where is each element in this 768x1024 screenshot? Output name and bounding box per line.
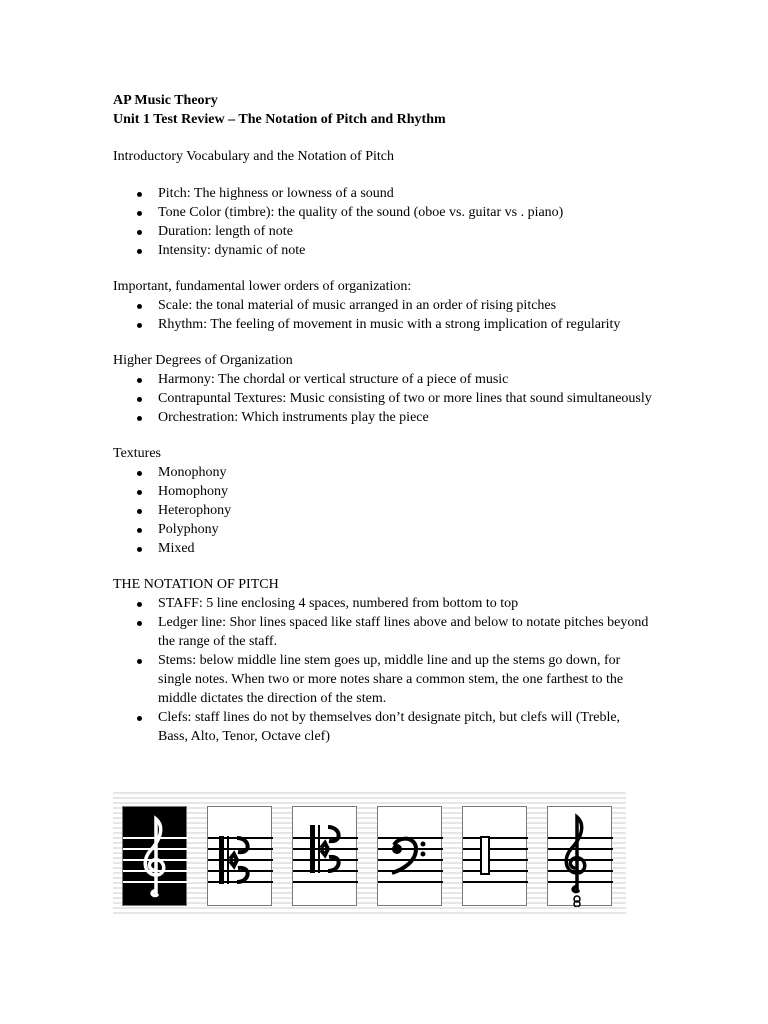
octave-treble-clef-icon: [547, 806, 612, 906]
list-item: Duration: length of note: [113, 222, 653, 241]
list-item: Stems: below middle line stem goes up, middle line and up the stems go down, for single notes. When two or more notes share a common stem, the one farthest to the middle dictates the direction of the stem.: [113, 651, 653, 708]
bullet-list: [113, 463, 653, 558]
list-item: Pitch: The highness or lowness of a sound: [113, 184, 653, 203]
tenor-clef-icon: [292, 806, 357, 906]
list-item: Ledger line: Shor lines spaced like staff lines above and below to notate pitches beyond the range of the staff.: [113, 613, 653, 651]
list-item: Mixed: [113, 539, 653, 558]
bullet-list: [113, 296, 653, 334]
neutral-clef-icon: [462, 806, 527, 906]
list-item: Contrapuntal Textures: Music consisting of two or more lines that sound simultaneously: [113, 389, 653, 408]
list-item: Heterophony: [113, 501, 653, 520]
section-heading: Introductory Vocabulary and the Notation of Pitch: [113, 149, 394, 164]
list-item: Polyphony: [113, 520, 653, 539]
list-item: Harmony: The chordal or vertical structure of a piece of music: [113, 370, 653, 389]
section-heading: Higher Degrees of Organization: [113, 353, 293, 368]
list-item: Scale: the tonal material of music arranged in an order of rising pitches: [113, 296, 653, 315]
unit-title: Unit 1 Test Review – The Notation of Pitch and Rhythm: [113, 111, 446, 127]
bullet-list: [113, 184, 653, 260]
list-item: Homophony: [113, 482, 653, 501]
document-page: [113, 92, 653, 746]
course-title: AP Music Theory: [113, 93, 218, 108]
section-heading: Textures: [113, 446, 162, 461]
list-item: Intensity: dynamic of note: [113, 241, 653, 260]
clef-figure: [113, 789, 626, 914]
list-item: Tone Color (timbre): the quality of the sound (oboe vs. guitar vs . piano): [113, 203, 653, 222]
list-item: Monophony: [113, 463, 653, 482]
list-item: Orchestration: Which instruments play the piece: [113, 408, 653, 427]
section-heading: THE NOTATION OF PITCH: [113, 577, 279, 592]
treble-clef-icon: [122, 806, 187, 906]
bass-clef-icon: [377, 806, 442, 906]
bullet-list: [113, 370, 653, 427]
alto-clef-icon: [207, 806, 272, 906]
list-item: Clefs: staff lines do not by themselves don’t designate pitch, but clefs will (Treble, Bass, Alto, Tenor, Octave clef): [113, 708, 653, 746]
bullet-list: [113, 594, 653, 746]
list-item: STAFF: 5 line enclosing 4 spaces, numbered from bottom to top: [113, 594, 653, 613]
section-heading: Important, fundamental lower orders of organization:: [113, 279, 412, 294]
list-item: Rhythm: The feeling of movement in music with a strong implication of regularity: [113, 315, 653, 334]
